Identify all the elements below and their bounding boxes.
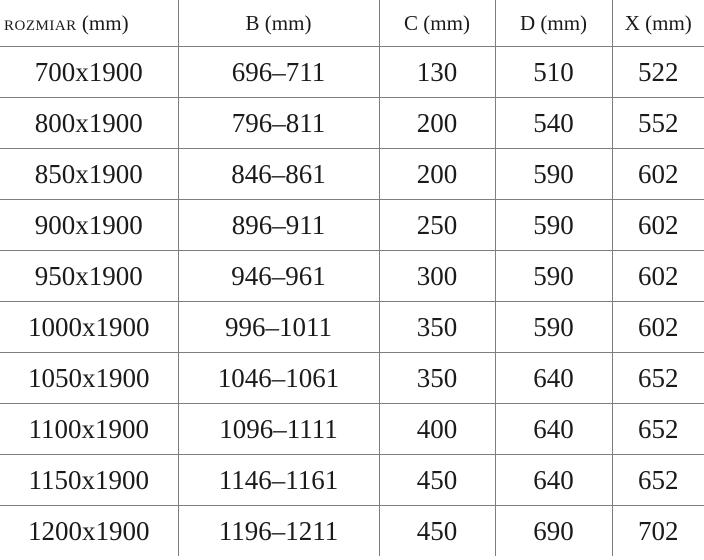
table-cell: 1100x1900: [0, 404, 178, 455]
table-cell: 350: [379, 353, 495, 404]
table-row: [0, 455, 704, 506]
table-row: [0, 353, 704, 404]
column-header-c: C (mm): [379, 0, 495, 47]
table-cell: 652: [612, 353, 704, 404]
column-header-rozmiar: [0, 0, 178, 47]
table-cell: 796–811: [178, 98, 379, 149]
table-cell: 602: [612, 251, 704, 302]
table-cell: 450: [379, 455, 495, 506]
table-cell: 640: [495, 455, 612, 506]
table-cell: 640: [495, 404, 612, 455]
table-row: [0, 149, 704, 200]
table-cell: 1050x1900: [0, 353, 178, 404]
column-header-b: B (mm): [178, 0, 379, 47]
table-cell: 1150x1900: [0, 455, 178, 506]
table-cell: 700x1900: [0, 47, 178, 98]
table-cell: 590: [495, 302, 612, 353]
table-cell: 540: [495, 98, 612, 149]
table-cell: 130: [379, 47, 495, 98]
table-cell: 652: [612, 404, 704, 455]
table-row: [0, 251, 704, 302]
table-cell: 200: [379, 98, 495, 149]
table-cell: 590: [495, 149, 612, 200]
table-cell: 590: [495, 251, 612, 302]
table-cell: 900x1900: [0, 200, 178, 251]
table-cell: 602: [612, 200, 704, 251]
table-cell: 950x1900: [0, 251, 178, 302]
table-body: [0, 47, 704, 557]
table-header-row: [0, 0, 704, 47]
table-cell: 946–961: [178, 251, 379, 302]
column-header-x: X (mm): [612, 0, 704, 47]
table-cell: 996–1011: [178, 302, 379, 353]
table-cell: 450: [379, 506, 495, 557]
table-cell: 1046–1061: [178, 353, 379, 404]
table-row: [0, 404, 704, 455]
column-header-d: D (mm): [495, 0, 612, 47]
table-cell: 552: [612, 98, 704, 149]
table-row: [0, 506, 704, 557]
column-header-rozmiar-unit: (mm): [81, 10, 129, 35]
table-cell: 850x1900: [0, 149, 178, 200]
column-header-rozmiar-label: ROZMIAR: [4, 17, 77, 34]
table-cell: 250: [379, 200, 495, 251]
table-cell: 350: [379, 302, 495, 353]
table-cell: 690: [495, 506, 612, 557]
table-cell: 1200x1900: [0, 506, 178, 557]
table-cell: 696–711: [178, 47, 379, 98]
table-cell: 846–861: [178, 149, 379, 200]
table-cell: 652: [612, 455, 704, 506]
table-cell: 1196–1211: [178, 506, 379, 557]
table-row: [0, 302, 704, 353]
table-cell: 896–911: [178, 200, 379, 251]
table-cell: 602: [612, 302, 704, 353]
table-cell: 702: [638, 515, 679, 546]
table-cell: 300: [379, 251, 495, 302]
table-cell: 1146–1161: [178, 455, 379, 506]
table-cell: 1096–1111: [178, 404, 379, 455]
table-cell: 800x1900: [0, 98, 178, 149]
table-cell: 602: [612, 149, 704, 200]
table-cell: 640: [495, 353, 612, 404]
table-row: [0, 200, 704, 251]
table-cell: 1000x1900: [0, 302, 178, 353]
table-cell: 510: [495, 47, 612, 98]
table-cell: 590: [495, 200, 612, 251]
table-row: [0, 47, 704, 98]
table-cell: 200: [379, 149, 495, 200]
table-row: [0, 98, 704, 149]
table-cell: 522: [612, 47, 704, 98]
table-cell: 400: [379, 404, 495, 455]
